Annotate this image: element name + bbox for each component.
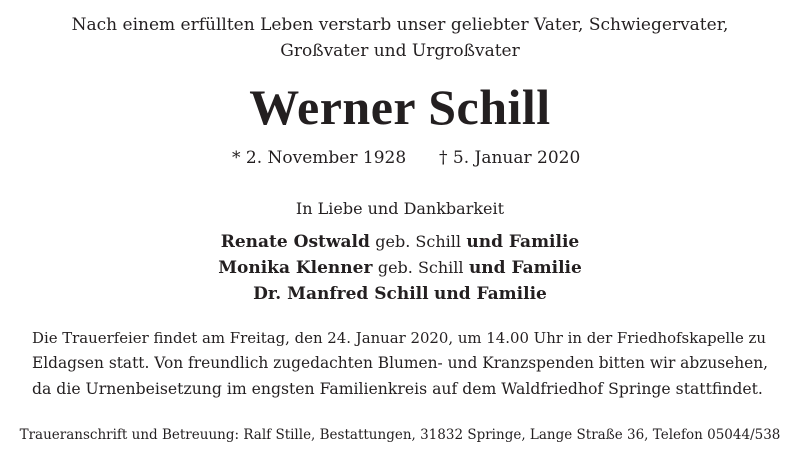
ceremony-text-line-3: da die Urnenbeisetzung im engsten Familienkreis auf dem Waldfriedhof Springe stattfindet. [32,379,763,398]
family-member-name: Dr. Manfred Schill [253,284,429,304]
family-member-suffix: und Familie [468,258,582,278]
gratitude-line: In Liebe und Dankbarkeit [295,199,505,218]
life-dates [0,145,800,171]
family-entry-3 [0,281,800,307]
intro-line-2: Großvater und Urgroßvater [280,41,520,61]
family-member-maiden: geb. Schill [377,258,464,277]
death-date: † 5. Januar 2020 [439,148,581,168]
birth-date: * 2. November 1928 [232,148,407,168]
family-member-suffix: und Familie [466,232,580,252]
deceased-name: Werner Schill [249,79,551,135]
intro-line-1: Nach einem erfüllten Leben verstarb unser geliebter Vater, Schwiegervater, [71,15,729,35]
family-member-suffix: und Familie [433,284,547,304]
ceremony-text-line-1: Die Trauerfeier findet am Freitag, den 24. Januar 2020, um 14.00 Uhr in der Friedhofskapelle zu [32,329,766,347]
family-member-maiden: geb. Schill [375,232,461,251]
family-member-name: Renate Ostwald [220,232,370,252]
family-entry-2 [0,255,800,281]
family-member-name: Monika Klenner [218,258,373,278]
family-entry-1 [0,229,800,255]
ceremony-text-line-2: Eldagsen statt. Von freundlich zugedachten Blumen- und Kranzspenden bitten wir abzusehen, [32,354,769,372]
funeral-home-footer: Traueranschrift und Betreuung: Ralf Stille, Bestattungen, 31832 Springe, Lange Straße 36, Telefon 05044/538 [19,427,781,443]
